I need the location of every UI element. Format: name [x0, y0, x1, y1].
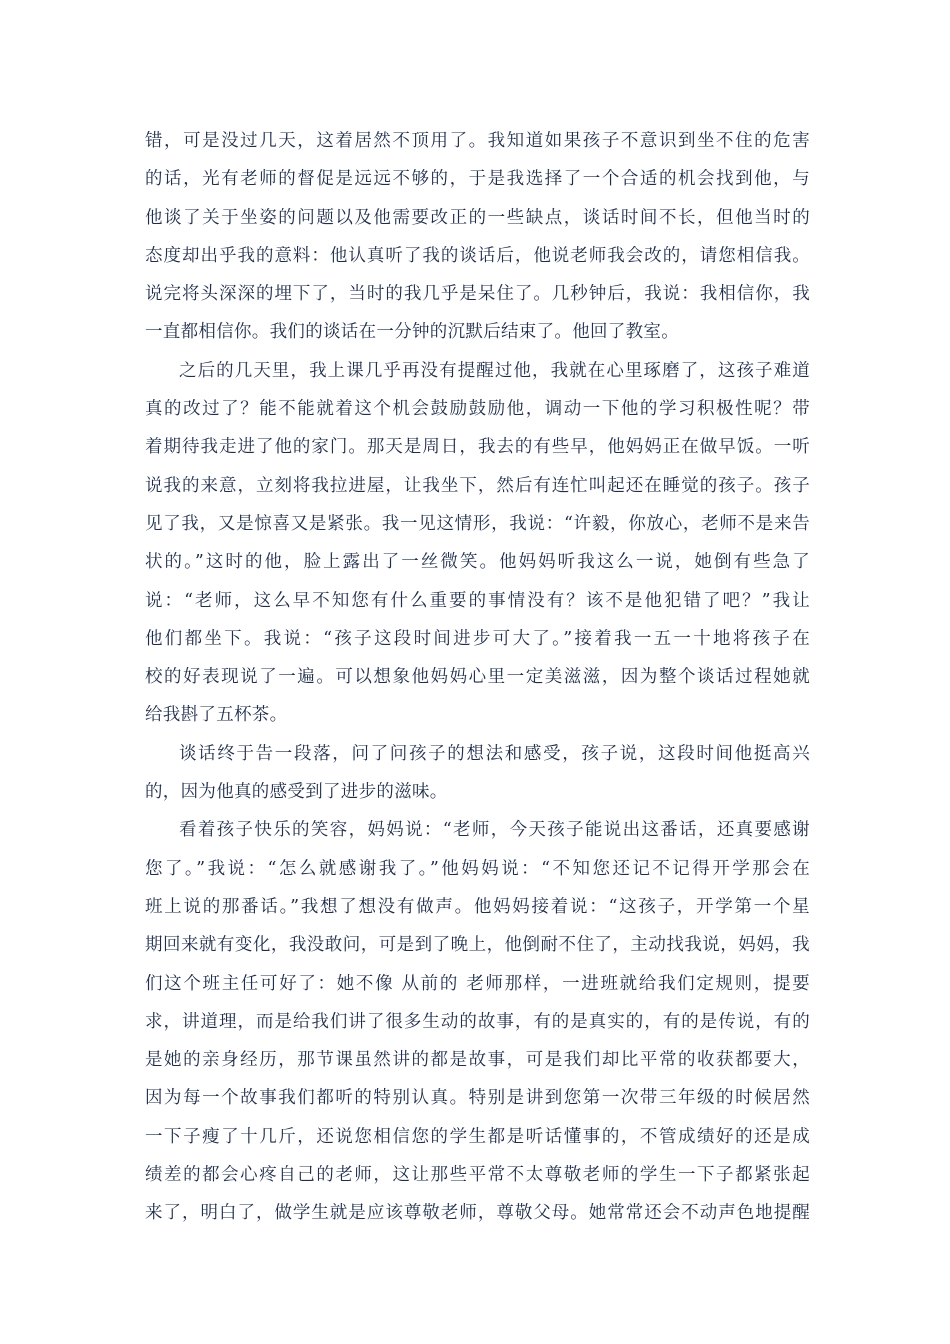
text-line: 期回来就有变化，我没敢问，可是到了晚上，他倒耐不住了，主动找我说，妈妈，我	[145, 935, 810, 956]
text-line: 说：“老师，这么早不知您有什么重要的事情没有？该不是他犯错了吧？”我让	[145, 590, 810, 611]
paragraph	[145, 352, 810, 735]
text-line: 求，讲道理，而是给我们讲了很多生动的故事，有的是真实的，有的是传说，有的	[145, 1011, 810, 1032]
text-line: 看着孩子快乐的笑容，妈妈说：“老师，今天孩子能说出这番话，还真要感谢	[179, 820, 810, 841]
text-line: 们这个班主任可好了：她不像 从前的 老师那样，一进班就给我们定规则，提要	[145, 973, 810, 994]
paragraph	[145, 122, 810, 352]
text-line: 是她的亲身经历，那节课虽然讲的都是故事，可是我们却比平常的收获都要大，	[145, 1050, 810, 1071]
body-text	[145, 122, 810, 1233]
text-line: 见了我，又是惊喜又是紧张。我一见这情形，我说：“许毅，你放心，老师不是来告	[145, 513, 810, 534]
text-line: 绩差的都会心疼自己的老师，这让那些平常不太尊敬老师的学生一下子都紧张起	[145, 1165, 810, 1186]
text-line: 真的改过了？能不能就着这个机会鼓励鼓励他，调动一下他的学习积极性呢？带	[145, 399, 810, 420]
text-line: 错，可是没过几天，这着居然不顶用了。我知道如果孩子不意识到坐不住的危害	[145, 131, 810, 151]
text-line: 状的。”这时的他，脸上露出了一丝微笑。他妈妈听我这么一说，她倒有些急了	[145, 552, 810, 573]
text-line: 来了，明白了，做学生就是应该尊敬老师，尊敬父母。她常常还会不动声色地提醒	[145, 1203, 810, 1224]
text-line: 班上说的那番话。”我想了想没有做声。他妈妈接着说：“这孩子，开学第一个星	[145, 896, 810, 917]
text-line: 给我斟了五杯茶。	[145, 705, 288, 726]
text-line: 因为每一个故事我们都听的特别认真。特别是讲到您第一次带三年级的时候居然	[145, 1088, 810, 1109]
paragraph	[145, 735, 810, 812]
text-line: 态度却出乎我的意料：他认真听了我的谈话后，他说老师我会改的，请您相信我。	[145, 245, 810, 266]
text-line: 他谈了关于坐姿的问题以及他需要改正的一些缺点，谈话时间不长，但他当时的	[145, 207, 810, 228]
text-line: 着期待我走进了他的家门。那天是周日，我去的有些早，他妈妈正在做早饭。一听	[145, 437, 810, 458]
text-line: 他们都坐下。我说：“孩子这段时间进步可大了。”接着我一五一十地将孩子在	[145, 628, 810, 649]
text-line: 之后的几天里，我上课几乎再没有提醒过他，我就在心里琢磨了，这孩子难道	[179, 360, 810, 381]
text-line: 您了。”我说：“怎么就感谢我了。”他妈妈说：“不知您还记不记得开学那会在	[145, 858, 810, 879]
text-line: 校的好表现说了一遍。可以想象他妈妈心里一定美滋滋，因为整个谈话过程她就	[145, 667, 810, 688]
text-line: 说完将头深深的埋下了，当时的我几乎是呆住了。几秒钟后，我说：我相信你，我	[145, 284, 810, 305]
text-line: 一直都相信你。我们的谈话在一分钟的沉默后结束了。他回了教室。	[145, 322, 679, 343]
text-line: 的话，光有老师的督促是远远不够的，于是我选择了一个合适的机会找到他，与	[145, 169, 810, 190]
text-line: 谈话终于告一段落，问了问孩子的想法和感受，孩子说，这段时间他挺高兴	[179, 743, 810, 764]
text-line: 的，因为他真的感受到了进步的滋味。	[145, 782, 448, 803]
paragraph	[145, 811, 810, 1232]
text-line: 说我的来意，立刻将我拉进屋，让我坐下，然后有连忙叫起还在睡觉的孩子。孩子	[145, 475, 810, 496]
text-line: 一下子瘦了十几斤，还说您相信您的学生都是听话懂事的，不管成绩好的还是成	[145, 1126, 810, 1147]
